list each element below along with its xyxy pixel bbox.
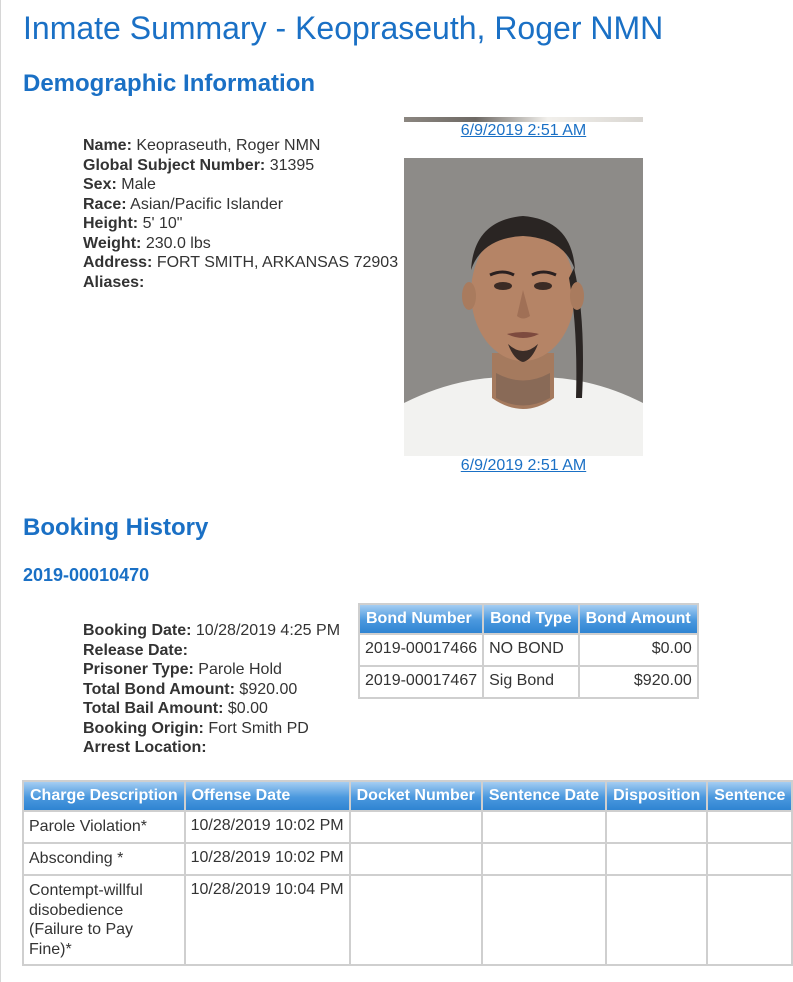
booking-fields xyxy=(83,621,340,758)
field-total-bail-amount: Total Bail Amount: $0.00 xyxy=(83,700,268,717)
bond-number-cell: 2019-00017467 xyxy=(360,667,482,697)
field-release-date: Release Date: xyxy=(83,641,188,659)
charge-table-header xyxy=(24,782,791,810)
column-header-bond-number[interactable]: Bond Number xyxy=(360,605,482,633)
field-booking-date: Booking Date: 10/28/2019 4:25 PM xyxy=(83,622,341,639)
column-header-disposition[interactable]: Disposition xyxy=(607,782,706,810)
column-header-sentence-date[interactable]: Sentence Date xyxy=(483,782,605,810)
field-prisoner-type: Prisoner Type: Parole Hold xyxy=(83,661,282,678)
offense-date-cell: 10/28/2019 10:02 PM xyxy=(186,812,349,842)
bond-number-cell: 2019-00017466 xyxy=(360,635,482,665)
field-name: Name: Keopraseuth, Roger NMN xyxy=(83,137,321,154)
field-booking-origin: Booking Origin: Fort Smith PD xyxy=(83,719,309,737)
field-sex: Sex: Male xyxy=(83,176,156,193)
disposition-cell xyxy=(607,812,706,842)
docket-number-cell xyxy=(351,844,481,874)
table-row xyxy=(24,876,791,964)
docket-number-cell xyxy=(351,876,481,964)
mugshot-photo[interactable] xyxy=(404,158,643,456)
field-address: Address: FORT SMITH, ARKANSAS 72903 xyxy=(83,254,399,271)
table-row xyxy=(360,635,697,665)
table-row xyxy=(24,844,791,874)
charge-description-cell: Absconding * xyxy=(24,844,184,874)
disposition-cell xyxy=(607,844,706,874)
bond-amount-cell: $920.00 xyxy=(580,667,697,697)
charge-description-cell: Contempt-willful disobedience (Failure to Pay Fine)* xyxy=(24,876,184,964)
column-header-offense-date[interactable]: Offense Date xyxy=(186,782,349,810)
field-weight: Weight: 230.0 lbs xyxy=(83,234,211,252)
field-height: Height: 5' 10" xyxy=(83,215,183,232)
table-row xyxy=(24,812,791,842)
field-aliases: Aliases: xyxy=(83,273,145,291)
field-race: Race: Asian/Pacific Islander xyxy=(83,195,284,213)
charge-table xyxy=(22,780,793,966)
photo-caption-link[interactable]: 6/9/2019 2:51 AM xyxy=(460,122,587,139)
sentence-date-cell xyxy=(483,844,605,874)
column-header-docket-number[interactable]: Docket Number xyxy=(351,782,481,810)
bond-type-cell: Sig Bond xyxy=(484,667,577,697)
bond-table-header xyxy=(360,605,697,633)
page-title: Inmate Summary - Keopraseuth, Roger NMN xyxy=(23,10,664,46)
offense-date-cell: 10/28/2019 10:02 PM xyxy=(186,844,349,874)
column-header-bond-type[interactable]: Bond Type xyxy=(484,605,577,633)
column-header-sentence[interactable]: Sentence xyxy=(708,782,791,810)
bond-type-cell: NO BOND xyxy=(484,635,577,665)
sentence-date-cell xyxy=(483,812,605,842)
disposition-cell xyxy=(607,876,706,964)
demographics-heading: Demographic Information xyxy=(23,70,316,97)
sentence-date-cell xyxy=(483,876,605,964)
field-total-bond-amount: Total Bond Amount: $920.00 xyxy=(83,680,298,698)
column-header-charge-description[interactable]: Charge Description xyxy=(24,782,184,810)
bond-amount-cell: $0.00 xyxy=(580,635,697,665)
page-left-border xyxy=(0,0,1,982)
photo-caption-link[interactable]: 6/9/2019 2:51 AM xyxy=(460,457,587,474)
sentence-cell xyxy=(708,812,791,842)
bond-table xyxy=(358,603,699,699)
column-header-bond-amount[interactable]: Bond Amount xyxy=(580,605,697,633)
booking-number: 2019-00010470 xyxy=(23,565,150,585)
field-arrest-location: Arrest Location: xyxy=(83,739,207,756)
sentence-cell xyxy=(708,876,791,964)
docket-number-cell xyxy=(351,812,481,842)
demographics-fields xyxy=(83,136,398,292)
field-global-subject-number: Global Subject Number: 31395 xyxy=(83,156,315,174)
sentence-cell xyxy=(708,844,791,874)
mugshot-illustration xyxy=(404,158,643,456)
charge-description-cell: Parole Violation* xyxy=(24,812,184,842)
booking-history-heading: Booking History xyxy=(23,514,209,541)
table-row xyxy=(360,667,697,697)
offense-date-cell: 10/28/2019 10:04 PM xyxy=(186,876,349,964)
